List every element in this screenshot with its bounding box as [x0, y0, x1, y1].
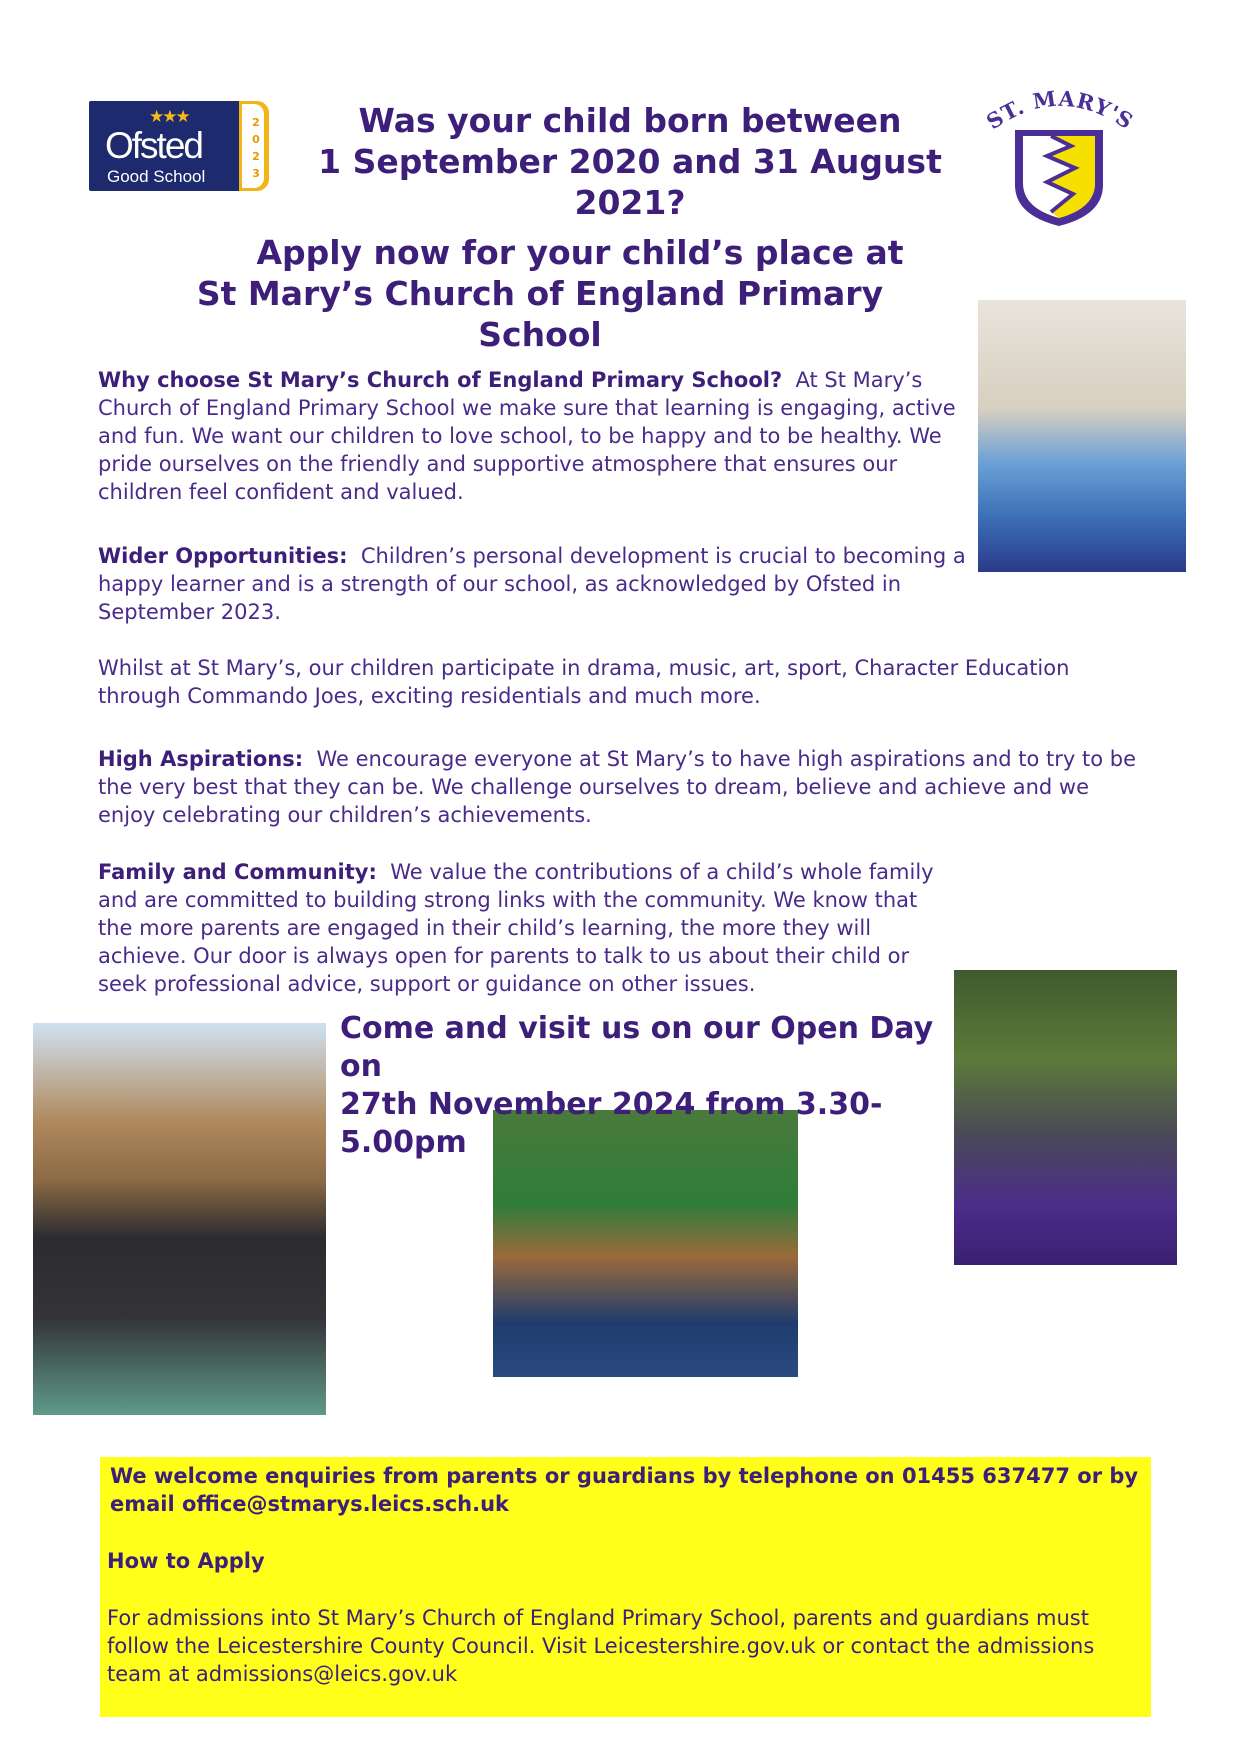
- headline-line1: Was your child born between: [358, 101, 902, 140]
- svg-text:ST. MARY'S: [985, 90, 1135, 134]
- school-crest: [985, 90, 1135, 230]
- section-high-heading: High Aspirations:: [98, 747, 304, 771]
- crest-arc-text: T. MARY': [997, 90, 1124, 126]
- enquiries-text: We welcome enquiries from parents or guardians by telephone on 01455 637477 or by email office@stmarys.leics.sch.uk: [110, 1464, 1139, 1516]
- section-why-text: At St Mary’s Church of England Primary School we make sure that learning is engaging, active and fun. We want our children to love school, to be happy and to be healthy. We pride ourselves on the friendly and supportive atmosphere that ensures our children feel confident and valued.: [98, 368, 956, 504]
- section-high-text: We encourage everyone at St Mary’s to have high aspirations and to try to be the very best that they can be. We challenge ourselves to dream, believe and achieve and we enjoy celebrating our children’s achievements.: [98, 747, 1137, 827]
- ofsted-badge: [89, 101, 269, 191]
- apply-line1: Apply now for your child’s place at: [256, 233, 904, 272]
- section-whilst: [98, 654, 1138, 710]
- playground-photo: [33, 1023, 326, 1415]
- section-why: [98, 366, 968, 506]
- section-whilst-text: Whilst at St Mary’s, our children participate in drama, music, art, sport, Character Education through Commando Joes, exciting residentials and much more.: [98, 656, 1070, 708]
- stars-icon: ★★★: [149, 107, 189, 127]
- crest-shield-icon: [985, 90, 1135, 230]
- section-family-heading: Family and Community:: [98, 860, 377, 884]
- apply-line2: St Mary’s Church of England Primary School: [196, 274, 884, 354]
- section-family: [98, 858, 938, 998]
- garden-photo: [954, 970, 1177, 1265]
- headline: [280, 100, 980, 223]
- open-day-line1: Come and visit us on our Open Day on: [340, 1011, 934, 1084]
- section-family-text: We value the contributions of a child’s whole family and are committed to building strong links with the community. We know that the more parents are engaged in their child’s learning, the more they will achieve. Our door is always open for parents to talk to us about their child or seek professional advice, support or guidance on other issues.: [98, 860, 934, 996]
- ofsted-year: 2 0 2 3: [252, 116, 260, 180]
- open-day: [340, 1010, 960, 1162]
- apply-heading: [140, 232, 940, 355]
- section-wider-text: Children’s personal development is crucial to becoming a happy learner and is a strength of our school, as acknowledged by Ofsted in September 2023.: [98, 544, 966, 624]
- admissions-text: For admissions into St Mary’s Church of England Primary School, parents and guardians must follow the Leicestershire County Council. Visit Leicestershire.gov.uk or contact the admissions team at admissions@leics.gov.uk: [107, 1606, 1095, 1686]
- section-wider: [98, 542, 968, 626]
- classroom-table-photo: [978, 300, 1186, 572]
- section-wider-heading: Wider Opportunities:: [98, 544, 348, 568]
- section-why-heading: Why choose St Mary’s Church of England Primary School?: [98, 368, 783, 392]
- ofsted-badge-year-strip: [239, 101, 269, 191]
- ofsted-subtitle: Good School: [107, 167, 206, 186]
- ofsted-word: Ofsted: [105, 125, 202, 166]
- how-to-apply-heading: How to Apply: [107, 1549, 265, 1573]
- section-high: [98, 745, 1138, 829]
- headline-line2: 1 September 2020 and 31 August 2021?: [318, 142, 942, 222]
- open-day-line2: 27th November 2024 from 3.30-5.00pm: [340, 1087, 883, 1160]
